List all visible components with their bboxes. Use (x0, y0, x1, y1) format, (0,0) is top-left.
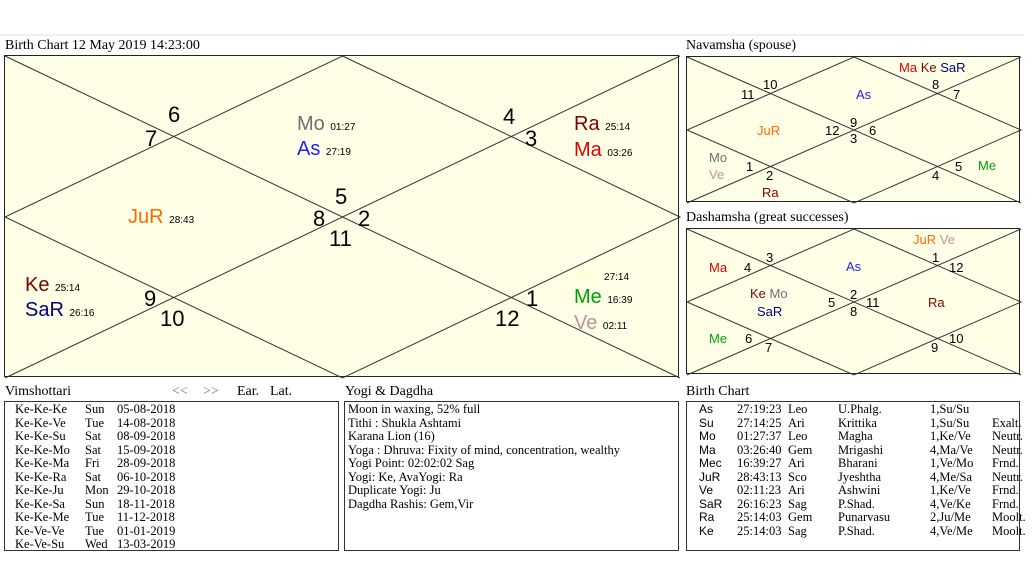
dasha-period: Ke-Ke-Ra (15, 469, 67, 484)
house-number: 3 (525, 126, 538, 151)
birth-table-title: Birth Chart (686, 384, 750, 399)
dasha-day: Sun (85, 402, 105, 416)
planet-saturn: SaR 26:16 (25, 299, 95, 321)
vimshottari-list[interactable] (4, 401, 339, 551)
house-number: 2 (850, 287, 858, 302)
planet-degree: 25:14:03 (737, 523, 782, 538)
house-number: 7 (145, 126, 158, 151)
dasha-row[interactable] (15, 511, 338, 525)
yogi-list (344, 401, 679, 551)
yogi-line: Dagdha Rashis: Gem,Vir (348, 496, 474, 511)
planet-degree: 01:27:37 (737, 429, 782, 443)
planet-name: SaR (699, 496, 723, 511)
planet-status: Neutr. (992, 469, 1023, 484)
dasha-period: Ke-Ke-Ke (15, 402, 68, 416)
planet-nakshatra: Krittika (838, 415, 877, 430)
planet-sign: Ari (788, 483, 805, 497)
house-number: 5 (955, 159, 963, 174)
birth-table-row (699, 457, 1019, 471)
dasha-date: 06-10-2018 (117, 469, 176, 484)
planet-sign: Sag (788, 496, 807, 511)
house-number: 9 (850, 115, 858, 130)
later-button[interactable]: Lat. (270, 384, 293, 399)
birth-table (686, 401, 1026, 551)
planet-sun: Su 27:14 (574, 263, 630, 285)
planet-pada: 1,Su/Su (930, 402, 970, 416)
house-number: 2 (766, 168, 774, 183)
planet-pada: 4,Ma/Ve (930, 442, 973, 457)
birth-table-row (699, 442, 1023, 458)
dasha-day: Tue (85, 415, 104, 430)
dasha-row[interactable] (15, 417, 338, 431)
planet-pada: 4,Ve/Me (930, 523, 973, 538)
dasha-row[interactable] (15, 457, 338, 471)
dasha-date: 28-09-2018 (117, 456, 176, 470)
dasha-date: 01-01-2019 (117, 523, 176, 538)
house-number: 1 (526, 286, 539, 311)
planet-pada: 1,Su/Su (930, 415, 970, 430)
birth-table-row (699, 403, 1019, 417)
planet-mercury: Me 16:39 (574, 286, 633, 308)
dasha-day: Sat (85, 469, 101, 484)
planet-pada: 4,Me/Sa (930, 469, 973, 484)
dasha-row[interactable] (15, 403, 338, 417)
navamsha-title: Navamsha (spouse) (686, 38, 797, 53)
house-number: 10 (763, 77, 778, 92)
planet-name: Ke (699, 523, 714, 538)
house-number: 12 (949, 260, 964, 275)
planet-nakshatra: P.Shad. (838, 523, 875, 538)
top-bar (0, 0, 1024, 36)
dasha-date: 29-10-2018 (117, 483, 176, 497)
house-number: 10 (160, 306, 185, 331)
dasha-period: Ke-Ke-Ma (15, 456, 70, 470)
house-number: 5 (828, 295, 836, 310)
house-number: 4 (744, 260, 752, 275)
planet-nakshatra: Punarvasu (838, 510, 891, 524)
dasha-day: Mon (85, 483, 109, 497)
dasha-period: Ke-Ke-Ve (15, 415, 66, 430)
yogi-line: Yogi: Ke, AvaYogi: Ra (348, 469, 463, 484)
planet-status: Neutr. (992, 442, 1023, 457)
planet-degree: 26:16:23 (737, 496, 782, 511)
planet-sign: Ari (788, 415, 805, 430)
dasha-row[interactable] (15, 471, 338, 485)
birth-table-row (699, 523, 1026, 539)
house-number: 6 (745, 331, 753, 346)
planet-jupiter: JuR 28:43 (128, 206, 195, 228)
dashamsha-title: Dashamsha (great successes) (686, 210, 849, 225)
dasha-period: Ke-Ve-Ve (15, 523, 65, 538)
yogi-line: Duplicate Yogi: Ju (348, 483, 441, 497)
dasha-date: 05-08-2018 (117, 402, 176, 416)
house-number: 6 (168, 102, 181, 127)
birth-table-row (699, 484, 1019, 498)
planet-nakshatra: Ashwini (838, 483, 881, 497)
planet-sign: Gem (788, 442, 813, 457)
birth-table-row (699, 498, 1019, 512)
planet-name: Mec (699, 456, 722, 470)
next-button[interactable]: >> (203, 384, 219, 399)
dasha-period: Ke-Ke-Sa (15, 496, 65, 511)
planet-pada: 4,Ve/Ke (930, 496, 971, 511)
planet-moon: Mo (709, 150, 728, 165)
planet-degree: 25:14:03 (737, 510, 782, 524)
planet-name: Ma (699, 442, 716, 457)
main-chart-title: Birth Chart 12 May 2019 14:23:00 (5, 38, 200, 53)
house-number: 3 (766, 250, 774, 265)
dasha-row[interactable] (15, 430, 338, 444)
house-number: 12 (825, 123, 840, 138)
birth-table-row (699, 469, 1023, 485)
planet-name: As (699, 402, 714, 416)
planet-nakshatra: Bharani (838, 456, 878, 470)
house-number: 1 (746, 159, 754, 174)
earlier-button[interactable]: Ear. (237, 384, 260, 399)
house-number: 8 (850, 304, 858, 319)
vimshottari-title: Vimshottari (5, 384, 72, 399)
planet-sun: Su (977, 330, 993, 345)
planet-rahu: Ra (928, 295, 945, 310)
planet-status: Neutr. (992, 429, 1023, 443)
planet-sign: Sco (788, 469, 807, 484)
planet-mars: Ma 03:26 (574, 139, 633, 161)
planet-ketu: Ke 25:14 (25, 274, 81, 296)
dasha-date: 11-12-2018 (117, 510, 175, 524)
dasha-row[interactable] (15, 444, 338, 458)
house-number: 9 (931, 340, 939, 355)
navamsha-lines (687, 57, 1021, 203)
planet-degree: 02:11:23 (737, 483, 781, 497)
house-number: 5 (335, 184, 348, 209)
dasha-period: Ke-Ke-Su (15, 429, 66, 443)
yogi-line: Tithi : Shukla Ashtami (348, 415, 462, 430)
dasha-day: Wed (85, 537, 108, 551)
planet-ascendant: As (846, 259, 862, 274)
dasha-row[interactable] (15, 498, 338, 512)
planet-name: Ve (699, 483, 714, 497)
dashamsha-chart[interactable] (686, 228, 1020, 374)
planet-mars: Ma (709, 260, 728, 275)
planet-ascendant: As (856, 87, 872, 102)
house-number: 8 (313, 206, 326, 231)
navamsha-chart[interactable] (686, 56, 1020, 202)
planet-mercury: Me (978, 158, 997, 173)
house-number: 4 (932, 168, 940, 183)
dasha-period: Ke-Ke-Mo (15, 442, 70, 457)
house-number: 6 (869, 123, 877, 138)
planet-name: Ra (699, 510, 715, 524)
dasha-row[interactable] (15, 525, 338, 539)
house-number: 11 (741, 87, 755, 102)
dasha-day: Tue (85, 510, 104, 524)
dasha-date: 13-03-2019 (117, 537, 176, 551)
planet-nakshatra: U.Phalg. (838, 402, 882, 416)
dasha-day: Tue (85, 523, 104, 538)
dashamsha-lines (687, 229, 1021, 375)
planet-pada: 1,Ke/Ve (930, 483, 971, 497)
dashamsha-planets-top: JuR Ve (913, 232, 955, 247)
planet-degree: 03:26:40 (737, 442, 782, 457)
dasha-date: 18-11-2018 (117, 496, 175, 511)
yogi-line: Yoga : Dhruva: Fixity of mind, concentration, wealthy (348, 442, 620, 457)
dasha-day: Sat (85, 429, 101, 443)
house-number: 10 (949, 331, 964, 346)
yogi-line: Karana Lion (16) (348, 429, 435, 443)
planet-name: Mo (699, 429, 716, 443)
house-number: 12 (495, 306, 520, 331)
yogi-line: Yogi Point: 02:02:02 Sag (348, 456, 475, 470)
yogi-line: Moon in waxing, 52% full (348, 402, 481, 416)
planet-status: Frnd. (992, 496, 1019, 511)
planet-pada: 1,Ke/Ve (930, 429, 971, 443)
planet-moon: Mo 01:27 (297, 113, 356, 135)
planet-rahu: Ra 25:14 (574, 113, 631, 135)
house-number: 1 (932, 250, 940, 265)
yogi-title: Yogi & Dagdha (345, 384, 434, 399)
dashamsha-planets-kemo: Ke Mo (750, 286, 788, 301)
dasha-day: Sat (85, 442, 101, 457)
planet-mercury: Me (709, 331, 728, 346)
planet-status: Exalt. (992, 415, 1022, 430)
planet-sign: Leo (788, 402, 808, 416)
planet-nakshatra: P.Shad. (838, 496, 875, 511)
planet-sign: Leo (788, 429, 808, 443)
dasha-row[interactable] (15, 484, 338, 498)
house-number: 4 (503, 104, 516, 129)
planet-venus: Ve 02:11 (574, 312, 628, 334)
planet-nakshatra: Jyeshtha (838, 469, 882, 484)
planet-degree: 16:39:27 (737, 456, 782, 470)
planet-jupiter: JuR (757, 123, 781, 138)
planet-ascendant: As 27:19 (297, 138, 351, 160)
birth-table-row (699, 415, 1022, 431)
dasha-day: Fri (85, 456, 100, 470)
planet-rahu: Ra (762, 185, 779, 200)
planet-status: Frnd. (992, 456, 1019, 470)
planet-saturn: SaR (757, 304, 783, 319)
birth-table-row (699, 429, 1023, 444)
house-number: 7 (765, 340, 773, 355)
prev-button[interactable]: << (172, 384, 188, 399)
planet-status: Moolt. (992, 523, 1026, 538)
dasha-row[interactable] (15, 538, 338, 552)
planet-nakshatra: Mrigashi (838, 442, 884, 457)
planet-degree: 27:14:25 (737, 415, 782, 430)
planet-sign: Gem (788, 510, 813, 524)
planet-degree: 28:43:13 (737, 469, 782, 484)
planet-name: JuR (699, 469, 721, 484)
dasha-day: Sun (85, 496, 105, 511)
planet-status: Moolt. (992, 510, 1026, 524)
house-number: 3 (850, 131, 858, 146)
navamsha-planets-top: Ma Ke SaR (899, 60, 966, 75)
dasha-period: Ke-Ke-Ju (15, 483, 64, 497)
dasha-date: 15-09-2018 (117, 442, 176, 457)
main-chart[interactable] (4, 55, 679, 377)
dasha-period: Ke-Ke-Me (15, 510, 70, 524)
birth-table-row (699, 510, 1026, 525)
planet-sign: Sag (788, 523, 807, 538)
planet-status: Frnd. (992, 483, 1019, 497)
house-number: 11 (329, 226, 352, 251)
planet-venus: Ve (709, 167, 725, 182)
planet-sign: Ari (788, 456, 805, 470)
house-number: 9 (144, 286, 157, 311)
planet-name: Su (699, 415, 714, 430)
dasha-period: Ke-Ve-Su (15, 537, 65, 551)
planet-sun: Su (835, 87, 851, 102)
dasha-date: 14-08-2018 (117, 415, 176, 430)
planet-pada: 2,Ju/Me (930, 510, 971, 524)
house-number: 2 (358, 206, 371, 231)
planet-pada: 1,Ve/Mo (930, 456, 974, 470)
house-number: 7 (953, 87, 961, 102)
dasha-date: 08-09-2018 (117, 429, 176, 443)
house-number: 8 (932, 77, 940, 92)
planet-degree: 27:19:23 (737, 402, 782, 416)
house-number: 11 (866, 295, 880, 310)
planet-nakshatra: Magha (838, 429, 873, 443)
